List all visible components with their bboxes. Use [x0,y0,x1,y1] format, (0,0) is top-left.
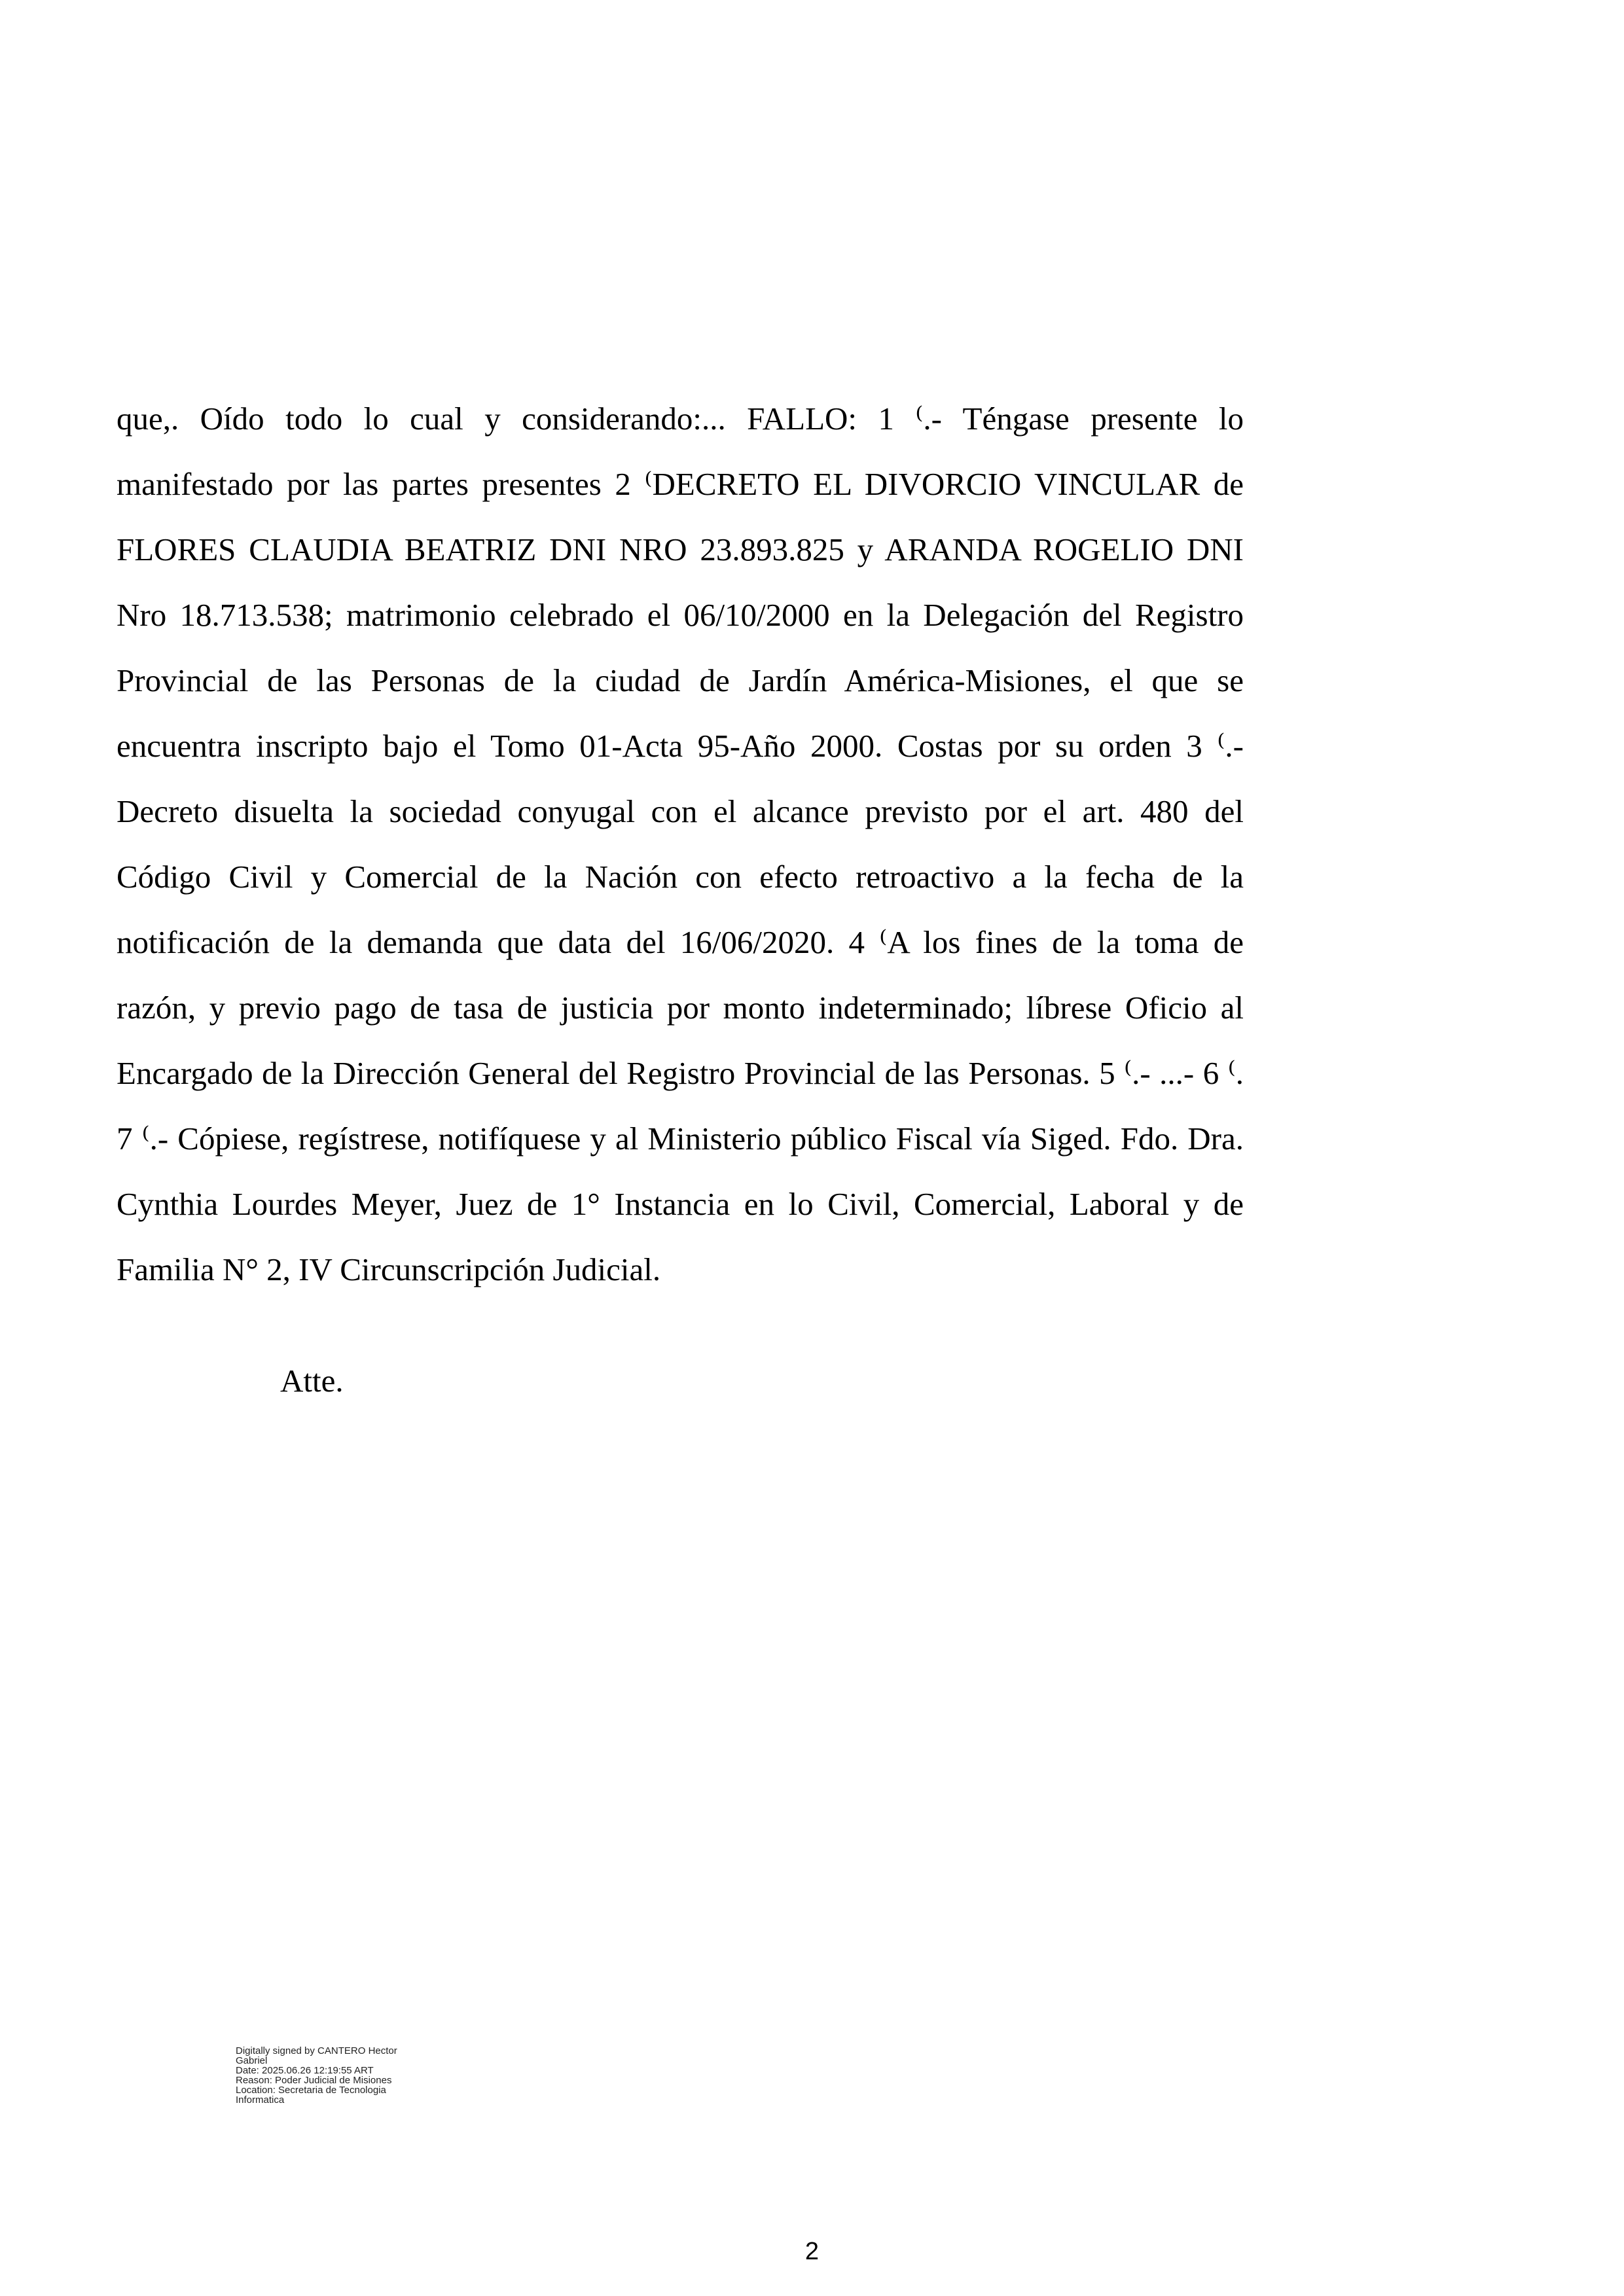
signature-line: Informatica [236,2094,285,2106]
body-line: razón, y previo pago de tasa de justicia por monto indeterminado; líbrese Oficio al [117,990,1244,1026]
digital-signature-stamp [236,2046,445,2105]
body-line: Encargado de la Dirección General del Registro Provincial de las Personas. 5 ⁽.- ...- 6 ⁽. [117,1055,1244,1091]
body-line: FLORES CLAUDIA BEATRIZ DNI NRO 23.893.825 y ARANDA ROGELIO DNI [117,531,1244,567]
body-line: notificación de la demanda que data del 16/06/2020. 4 ⁽A los fines de la toma de [117,924,1244,960]
body-line: 7 ⁽.- Cópiese, regístrese, notifíquese y al Ministerio público Fiscal vía Siged. Fdo. Dra. [117,1121,1244,1157]
signature-line: Gabriel [236,2055,268,2066]
closing-salutation: Atte. [280,1363,344,1399]
body-text [117,386,1244,1302]
body-line: Familia N° 2, IV Circunscripción Judicial. [117,1251,661,1287]
body-line: manifestado por las partes presentes 2 ⁽DECRETO EL DIVORCIO VINCULAR de [117,466,1244,502]
body-line: encuentra inscripto bajo el Tomo 01-Acta 95-Año 2000. Costas por su orden 3 ⁽.- [117,728,1244,764]
signature-line: Date: 2025.06.26 12:19:55 ART [236,2065,374,2076]
body-line: Cynthia Lourdes Meyer, Juez de 1° Instancia en lo Civil, Comercial, Laboral y de [117,1186,1244,1222]
body-line: Código Civil y Comercial de la Nación con efecto retroactivo a la fecha de la [117,859,1244,895]
body-line: Nro 18.713.538; matrimonio celebrado el 06/10/2000 en la Delegación del Registro [117,597,1244,633]
signature-line: Digitally signed by CANTERO Hector [236,2045,397,2056]
signature-line: Reason: Poder Judicial de Misiones [236,2075,392,2086]
signature-line: Location: Secretaria de Tecnologia [236,2085,386,2096]
body-line: que,. Oído todo lo cual y considerando:... FALLO: 1 ⁽.- Téngase presente lo [117,401,1244,437]
body-line: Provincial de las Personas de la ciudad de Jardín América-Misiones, el que se [117,662,1244,698]
body-line: Decreto disuelta la sociedad conyugal con el alcance previsto por el art. 480 del [117,793,1244,829]
page-number: 2 [804,2238,820,2265]
